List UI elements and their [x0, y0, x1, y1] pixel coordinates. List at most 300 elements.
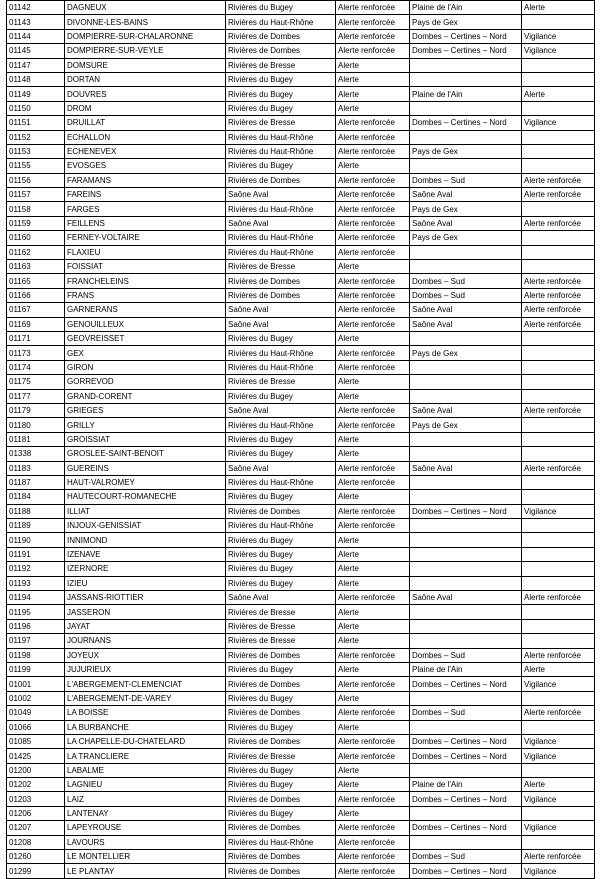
- commune-name-cell: IZENAVE: [65, 547, 226, 561]
- insee-code-cell: 01203: [7, 792, 65, 806]
- surface-zone-cell: Rivières du Bugey: [226, 389, 336, 403]
- insee-code-cell: 01144: [7, 29, 65, 43]
- insee-code-cell: 01066: [7, 720, 65, 734]
- commune-name-cell: FEILLENS: [65, 216, 226, 230]
- groundwater-level-cell: [522, 691, 595, 705]
- surface-level-cell: Alerte renforcée: [336, 360, 410, 374]
- table-row: [7, 763, 595, 777]
- insee-code-cell: 01049: [7, 706, 65, 720]
- surface-zone-cell: Rivières de Dombes: [226, 29, 336, 43]
- insee-code-cell: 01167: [7, 303, 65, 317]
- surface-level-cell: Alerte: [336, 389, 410, 403]
- table-row: [7, 850, 595, 864]
- insee-code-cell: 01260: [7, 850, 65, 864]
- groundwater-zone-cell: [410, 634, 522, 648]
- surface-level-cell: Alerte renforcée: [336, 734, 410, 748]
- surface-zone-cell: Saône Aval: [226, 188, 336, 202]
- table-row: [7, 835, 595, 849]
- table-row: [7, 864, 595, 878]
- surface-level-cell: Alerte: [336, 447, 410, 461]
- commune-name-cell: GUEREINS: [65, 461, 226, 475]
- groundwater-zone-cell: [410, 619, 522, 633]
- table-row: [7, 15, 595, 29]
- table-row: [7, 821, 595, 835]
- insee-code-cell: 01173: [7, 346, 65, 360]
- table-row: [7, 677, 595, 691]
- table-row: [7, 87, 595, 101]
- surface-zone-cell: Rivières de Bresse: [226, 619, 336, 633]
- groundwater-level-cell: [522, 619, 595, 633]
- commune-name-cell: DOMPIERRE-SUR-CHALARONNE: [65, 29, 226, 43]
- insee-code-cell: 01208: [7, 835, 65, 849]
- insee-code-cell: 01179: [7, 403, 65, 417]
- insee-code-cell: 01189: [7, 519, 65, 533]
- surface-zone-cell: Rivières du Bugey: [226, 101, 336, 115]
- table-row: [7, 778, 595, 792]
- groundwater-zone-cell: Dombes – Sud: [410, 274, 522, 288]
- insee-code-cell: 01181: [7, 432, 65, 446]
- commune-name-cell: ILLIAT: [65, 504, 226, 518]
- table-row: [7, 432, 595, 446]
- table-row: [7, 720, 595, 734]
- surface-level-cell: Alerte renforcée: [336, 418, 410, 432]
- surface-level-cell: Alerte: [336, 619, 410, 633]
- surface-level-cell: Alerte renforcée: [336, 216, 410, 230]
- commune-name-cell: LA CHAPELLE-DU-CHATELARD: [65, 734, 226, 748]
- insee-code-cell: 01206: [7, 806, 65, 820]
- insee-code-cell: 01198: [7, 648, 65, 662]
- groundwater-level-cell: [522, 475, 595, 489]
- insee-code-cell: 01085: [7, 734, 65, 748]
- surface-zone-cell: Rivières du Haut-Rhône: [226, 144, 336, 158]
- groundwater-zone-cell: Saône Aval: [410, 591, 522, 605]
- commune-name-cell: INNIMOND: [65, 533, 226, 547]
- groundwater-level-cell: Vigilance: [522, 749, 595, 763]
- groundwater-zone-cell: Pays de Gex: [410, 346, 522, 360]
- surface-zone-cell: Rivières de Dombes: [226, 288, 336, 302]
- insee-code-cell: 01180: [7, 418, 65, 432]
- table-row: [7, 806, 595, 820]
- commune-name-cell: LE MONTELLIER: [65, 850, 226, 864]
- surface-zone-cell: Rivières du Haut-Rhône: [226, 360, 336, 374]
- insee-code-cell: 01195: [7, 605, 65, 619]
- commune-name-cell: DORTAN: [65, 72, 226, 86]
- insee-code-cell: 01143: [7, 15, 65, 29]
- groundwater-zone-cell: [410, 490, 522, 504]
- surface-zone-cell: Rivières du Haut-Rhône: [226, 418, 336, 432]
- surface-level-cell: Alerte renforcée: [336, 303, 410, 317]
- groundwater-level-cell: [522, 432, 595, 446]
- groundwater-level-cell: [522, 835, 595, 849]
- groundwater-level-cell: [522, 202, 595, 216]
- groundwater-zone-cell: Plaine de l'Ain: [410, 662, 522, 676]
- insee-code-cell: 01166: [7, 288, 65, 302]
- table-row: [7, 303, 595, 317]
- groundwater-zone-cell: Saône Aval: [410, 403, 522, 417]
- commune-name-cell: FRANS: [65, 288, 226, 302]
- table-row: [7, 648, 595, 662]
- groundwater-zone-cell: Saône Aval: [410, 303, 522, 317]
- groundwater-level-cell: [522, 447, 595, 461]
- insee-code-cell: 01338: [7, 447, 65, 461]
- insee-code-cell: 01190: [7, 533, 65, 547]
- insee-code-cell: 01152: [7, 130, 65, 144]
- groundwater-zone-cell: [410, 72, 522, 86]
- table-row: [7, 101, 595, 115]
- surface-level-cell: Alerte renforcée: [336, 821, 410, 835]
- insee-code-cell: 01158: [7, 202, 65, 216]
- insee-code-cell: 01188: [7, 504, 65, 518]
- groundwater-zone-cell: [410, 360, 522, 374]
- groundwater-level-cell: [522, 360, 595, 374]
- groundwater-level-cell: Vigilance: [522, 504, 595, 518]
- groundwater-level-cell: [522, 331, 595, 345]
- groundwater-zone-cell: [410, 475, 522, 489]
- table-row: [7, 44, 595, 58]
- commune-name-cell: GORREVOD: [65, 375, 226, 389]
- table-row: [7, 274, 595, 288]
- groundwater-zone-cell: Pays de Gex: [410, 144, 522, 158]
- groundwater-zone-cell: Plaine de l'Ain: [410, 87, 522, 101]
- surface-level-cell: Alerte renforcée: [336, 850, 410, 864]
- commune-name-cell: DRUILLAT: [65, 116, 226, 130]
- table-row: [7, 461, 595, 475]
- table-row: [7, 216, 595, 230]
- surface-zone-cell: Saône Aval: [226, 461, 336, 475]
- surface-zone-cell: Rivières du Bugey: [226, 662, 336, 676]
- insee-code-cell: 01160: [7, 231, 65, 245]
- surface-level-cell: Alerte: [336, 547, 410, 561]
- groundwater-level-cell: [522, 260, 595, 274]
- commune-name-cell: L'ABERGEMENT-DE-VAREY: [65, 691, 226, 705]
- surface-zone-cell: Rivières du Bugey: [226, 87, 336, 101]
- groundwater-level-cell: Alerte: [522, 1, 595, 15]
- commune-name-cell: GRILLY: [65, 418, 226, 432]
- groundwater-zone-cell: Dombes – Sud: [410, 706, 522, 720]
- surface-level-cell: Alerte renforcée: [336, 591, 410, 605]
- groundwater-level-cell: [522, 634, 595, 648]
- groundwater-zone-cell: Dombes – Certines – Nord: [410, 44, 522, 58]
- commune-name-cell: LA BURBANCHE: [65, 720, 226, 734]
- groundwater-level-cell: [522, 130, 595, 144]
- surface-zone-cell: Rivières du Haut-Rhône: [226, 519, 336, 533]
- insee-code-cell: 01150: [7, 101, 65, 115]
- commune-name-cell: LAPEYROUSE: [65, 821, 226, 835]
- groundwater-zone-cell: Dombes – Certines – Nord: [410, 29, 522, 43]
- surface-zone-cell: Rivières de Dombes: [226, 850, 336, 864]
- groundwater-zone-cell: Pays de Gex: [410, 231, 522, 245]
- groundwater-level-cell: [522, 159, 595, 173]
- table-row: [7, 159, 595, 173]
- groundwater-zone-cell: Dombes – Sud: [410, 173, 522, 187]
- groundwater-zone-cell: Pays de Gex: [410, 15, 522, 29]
- surface-zone-cell: Rivières de Dombes: [226, 734, 336, 748]
- surface-zone-cell: Rivières de Dombes: [226, 504, 336, 518]
- surface-level-cell: Alerte renforcée: [336, 835, 410, 849]
- commune-name-cell: DOMPIERRE-SUR-VEYLE: [65, 44, 226, 58]
- insee-code-cell: 01184: [7, 490, 65, 504]
- commune-name-cell: JASSERON: [65, 605, 226, 619]
- commune-name-cell: ECHALLON: [65, 130, 226, 144]
- commune-name-cell: LAVOURS: [65, 835, 226, 849]
- insee-code-cell: 01194: [7, 591, 65, 605]
- groundwater-level-cell: [522, 72, 595, 86]
- groundwater-zone-cell: [410, 806, 522, 820]
- groundwater-zone-cell: [410, 432, 522, 446]
- table-row: [7, 691, 595, 705]
- surface-level-cell: Alerte renforcée: [336, 504, 410, 518]
- groundwater-level-cell: [522, 533, 595, 547]
- commune-name-cell: DROM: [65, 101, 226, 115]
- surface-level-cell: Alerte renforcée: [336, 677, 410, 691]
- surface-zone-cell: Rivières du Haut-Rhône: [226, 475, 336, 489]
- surface-level-cell: Alerte renforcée: [336, 519, 410, 533]
- table-row: [7, 72, 595, 86]
- surface-zone-cell: Rivières du Haut-Rhône: [226, 835, 336, 849]
- surface-level-cell: Alerte: [336, 159, 410, 173]
- insee-code-cell: 01142: [7, 1, 65, 15]
- groundwater-level-cell: Alerte renforcée: [522, 216, 595, 230]
- insee-code-cell: 01183: [7, 461, 65, 475]
- groundwater-level-cell: [522, 418, 595, 432]
- insee-code-cell: 01157: [7, 188, 65, 202]
- table-row: [7, 346, 595, 360]
- table-row: [7, 662, 595, 676]
- insee-code-cell: 01199: [7, 662, 65, 676]
- table-row: [7, 288, 595, 302]
- groundwater-level-cell: [522, 389, 595, 403]
- groundwater-level-cell: [522, 346, 595, 360]
- insee-code-cell: 01163: [7, 260, 65, 274]
- commune-name-cell: GEOVREISSET: [65, 331, 226, 345]
- groundwater-zone-cell: [410, 375, 522, 389]
- commune-name-cell: GRIEGES: [65, 403, 226, 417]
- table-row: [7, 533, 595, 547]
- table-row: [7, 418, 595, 432]
- surface-zone-cell: Rivières de Dombes: [226, 706, 336, 720]
- surface-zone-cell: Rivières du Bugey: [226, 691, 336, 705]
- groundwater-level-cell: Vigilance: [522, 864, 595, 878]
- table-row: [7, 144, 595, 158]
- groundwater-zone-cell: [410, 58, 522, 72]
- surface-level-cell: Alerte: [336, 260, 410, 274]
- surface-level-cell: Alerte: [336, 490, 410, 504]
- surface-zone-cell: Rivières du Haut-Rhône: [226, 346, 336, 360]
- commune-name-cell: DOMSURE: [65, 58, 226, 72]
- insee-code-cell: 01171: [7, 331, 65, 345]
- commune-name-cell: HAUTECOURT-ROMANECHE: [65, 490, 226, 504]
- surface-zone-cell: Rivières du Haut-Rhône: [226, 245, 336, 259]
- commune-name-cell: LABALME: [65, 763, 226, 777]
- groundwater-level-cell: Vigilance: [522, 821, 595, 835]
- groundwater-zone-cell: [410, 245, 522, 259]
- surface-zone-cell: Rivières de Dombes: [226, 173, 336, 187]
- table-row: [7, 706, 595, 720]
- groundwater-zone-cell: [410, 260, 522, 274]
- restrictions-table: [6, 0, 595, 879]
- groundwater-level-cell: Alerte renforcée: [522, 274, 595, 288]
- surface-zone-cell: Rivières de Bresse: [226, 634, 336, 648]
- commune-name-cell: DIVONNE-LES-BAINS: [65, 15, 226, 29]
- commune-name-cell: HAUT-VALROMEY: [65, 475, 226, 489]
- surface-zone-cell: Rivières de Bresse: [226, 260, 336, 274]
- insee-code-cell: 01192: [7, 562, 65, 576]
- surface-level-cell: Alerte: [336, 662, 410, 676]
- groundwater-level-cell: Alerte renforcée: [522, 288, 595, 302]
- groundwater-level-cell: [522, 519, 595, 533]
- surface-level-cell: Alerte: [336, 72, 410, 86]
- commune-name-cell: IZIEU: [65, 576, 226, 590]
- surface-level-cell: Alerte renforcée: [336, 44, 410, 58]
- commune-name-cell: LAIZ: [65, 792, 226, 806]
- surface-zone-cell: Saône Aval: [226, 591, 336, 605]
- table-row: [7, 447, 595, 461]
- table-row: [7, 475, 595, 489]
- groundwater-zone-cell: Dombes – Certines – Nord: [410, 792, 522, 806]
- groundwater-zone-cell: Saône Aval: [410, 216, 522, 230]
- groundwater-zone-cell: Saône Aval: [410, 188, 522, 202]
- insee-code-cell: 01148: [7, 72, 65, 86]
- commune-name-cell: FARAMANS: [65, 173, 226, 187]
- table-row: [7, 130, 595, 144]
- surface-level-cell: Alerte renforcée: [336, 231, 410, 245]
- surface-zone-cell: Rivières de Dombes: [226, 648, 336, 662]
- surface-level-cell: Alerte renforcée: [336, 15, 410, 29]
- groundwater-zone-cell: Dombes – Sud: [410, 648, 522, 662]
- groundwater-zone-cell: [410, 547, 522, 561]
- table-row: [7, 734, 595, 748]
- table-row: [7, 519, 595, 533]
- surface-zone-cell: Rivières de Dombes: [226, 44, 336, 58]
- surface-level-cell: Alerte: [336, 576, 410, 590]
- insee-code-cell: 01145: [7, 44, 65, 58]
- surface-level-cell: Alerte renforcée: [336, 202, 410, 216]
- surface-zone-cell: Rivières du Haut-Rhône: [226, 130, 336, 144]
- surface-level-cell: Alerte renforcée: [336, 461, 410, 475]
- groundwater-level-cell: [522, 605, 595, 619]
- table-row: [7, 576, 595, 590]
- insee-code-cell: 01165: [7, 274, 65, 288]
- commune-name-cell: GRAND-CORENT: [65, 389, 226, 403]
- surface-level-cell: Alerte: [336, 763, 410, 777]
- commune-name-cell: FRANCHELEINS: [65, 274, 226, 288]
- insee-code-cell: 01001: [7, 677, 65, 691]
- surface-level-cell: Alerte renforcée: [336, 403, 410, 417]
- commune-name-cell: GROISSIAT: [65, 432, 226, 446]
- surface-level-cell: Alerte: [336, 691, 410, 705]
- surface-level-cell: Alerte: [336, 605, 410, 619]
- commune-name-cell: L'ABERGEMENT-CLEMENCIAT: [65, 677, 226, 691]
- surface-zone-cell: Saône Aval: [226, 317, 336, 331]
- table-row: [7, 173, 595, 187]
- insee-code-cell: 01151: [7, 116, 65, 130]
- groundwater-level-cell: Alerte renforcée: [522, 403, 595, 417]
- groundwater-zone-cell: Plaine de l'Ain: [410, 778, 522, 792]
- groundwater-level-cell: [522, 58, 595, 72]
- surface-zone-cell: Rivières de Dombes: [226, 274, 336, 288]
- insee-code-cell: 01425: [7, 749, 65, 763]
- groundwater-zone-cell: Dombes – Certines – Nord: [410, 821, 522, 835]
- surface-level-cell: Alerte: [336, 87, 410, 101]
- commune-name-cell: LANTENAY: [65, 806, 226, 820]
- surface-level-cell: Alerte renforcée: [336, 188, 410, 202]
- surface-level-cell: Alerte: [336, 720, 410, 734]
- surface-zone-cell: Rivières de Bresse: [226, 605, 336, 619]
- groundwater-zone-cell: Dombes – Sud: [410, 288, 522, 302]
- surface-zone-cell: Rivières du Bugey: [226, 159, 336, 173]
- groundwater-level-cell: Vigilance: [522, 116, 595, 130]
- insee-code-cell: 01197: [7, 634, 65, 648]
- surface-level-cell: Alerte renforcée: [336, 792, 410, 806]
- groundwater-zone-cell: [410, 605, 522, 619]
- insee-code-cell: 01187: [7, 475, 65, 489]
- table-row: [7, 231, 595, 245]
- table-row: [7, 619, 595, 633]
- table-row: [7, 188, 595, 202]
- insee-code-cell: 01169: [7, 317, 65, 331]
- surface-level-cell: Alerte renforcée: [336, 29, 410, 43]
- groundwater-zone-cell: [410, 691, 522, 705]
- groundwater-level-cell: [522, 231, 595, 245]
- surface-zone-cell: Rivières de Dombes: [226, 821, 336, 835]
- insee-code-cell: 01191: [7, 547, 65, 561]
- surface-level-cell: Alerte: [336, 806, 410, 820]
- table-row: [7, 792, 595, 806]
- insee-code-cell: 01162: [7, 245, 65, 259]
- surface-level-cell: Alerte renforcée: [336, 1, 410, 15]
- groundwater-level-cell: [522, 15, 595, 29]
- insee-code-cell: 01153: [7, 144, 65, 158]
- insee-code-cell: 01147: [7, 58, 65, 72]
- surface-zone-cell: Saône Aval: [226, 303, 336, 317]
- groundwater-level-cell: Alerte: [522, 662, 595, 676]
- commune-name-cell: FARGES: [65, 202, 226, 216]
- surface-zone-cell: Rivières du Bugey: [226, 806, 336, 820]
- groundwater-zone-cell: Dombes – Certines – Nord: [410, 864, 522, 878]
- table-row: [7, 403, 595, 417]
- insee-code-cell: 01156: [7, 173, 65, 187]
- surface-level-cell: Alerte renforcée: [336, 116, 410, 130]
- surface-level-cell: Alerte renforcée: [336, 245, 410, 259]
- surface-level-cell: Alerte renforcée: [336, 648, 410, 662]
- surface-level-cell: Alerte: [336, 375, 410, 389]
- surface-zone-cell: Rivières du Bugey: [226, 778, 336, 792]
- groundwater-level-cell: [522, 720, 595, 734]
- groundwater-level-cell: Alerte renforcée: [522, 591, 595, 605]
- table-row: [7, 490, 595, 504]
- surface-level-cell: Alerte renforcée: [336, 749, 410, 763]
- commune-name-cell: JOYEUX: [65, 648, 226, 662]
- surface-level-cell: Alerte: [336, 533, 410, 547]
- groundwater-level-cell: Alerte renforcée: [522, 173, 595, 187]
- insee-code-cell: 01155: [7, 159, 65, 173]
- table-row: [7, 504, 595, 518]
- commune-name-cell: LA TRANCLIERE: [65, 749, 226, 763]
- surface-level-cell: Alerte renforcée: [336, 173, 410, 187]
- insee-code-cell: 01174: [7, 360, 65, 374]
- surface-zone-cell: Rivières de Dombes: [226, 792, 336, 806]
- commune-name-cell: GIRON: [65, 360, 226, 374]
- table-body: [7, 1, 595, 879]
- insee-code-cell: 01299: [7, 864, 65, 878]
- surface-level-cell: Alerte renforcée: [336, 288, 410, 302]
- groundwater-zone-cell: Dombes – Sud: [410, 850, 522, 864]
- groundwater-level-cell: Alerte renforcée: [522, 648, 595, 662]
- surface-zone-cell: Rivières du Bugey: [226, 533, 336, 547]
- groundwater-level-cell: [522, 806, 595, 820]
- groundwater-level-cell: Vigilance: [522, 734, 595, 748]
- groundwater-zone-cell: Pays de Gex: [410, 202, 522, 216]
